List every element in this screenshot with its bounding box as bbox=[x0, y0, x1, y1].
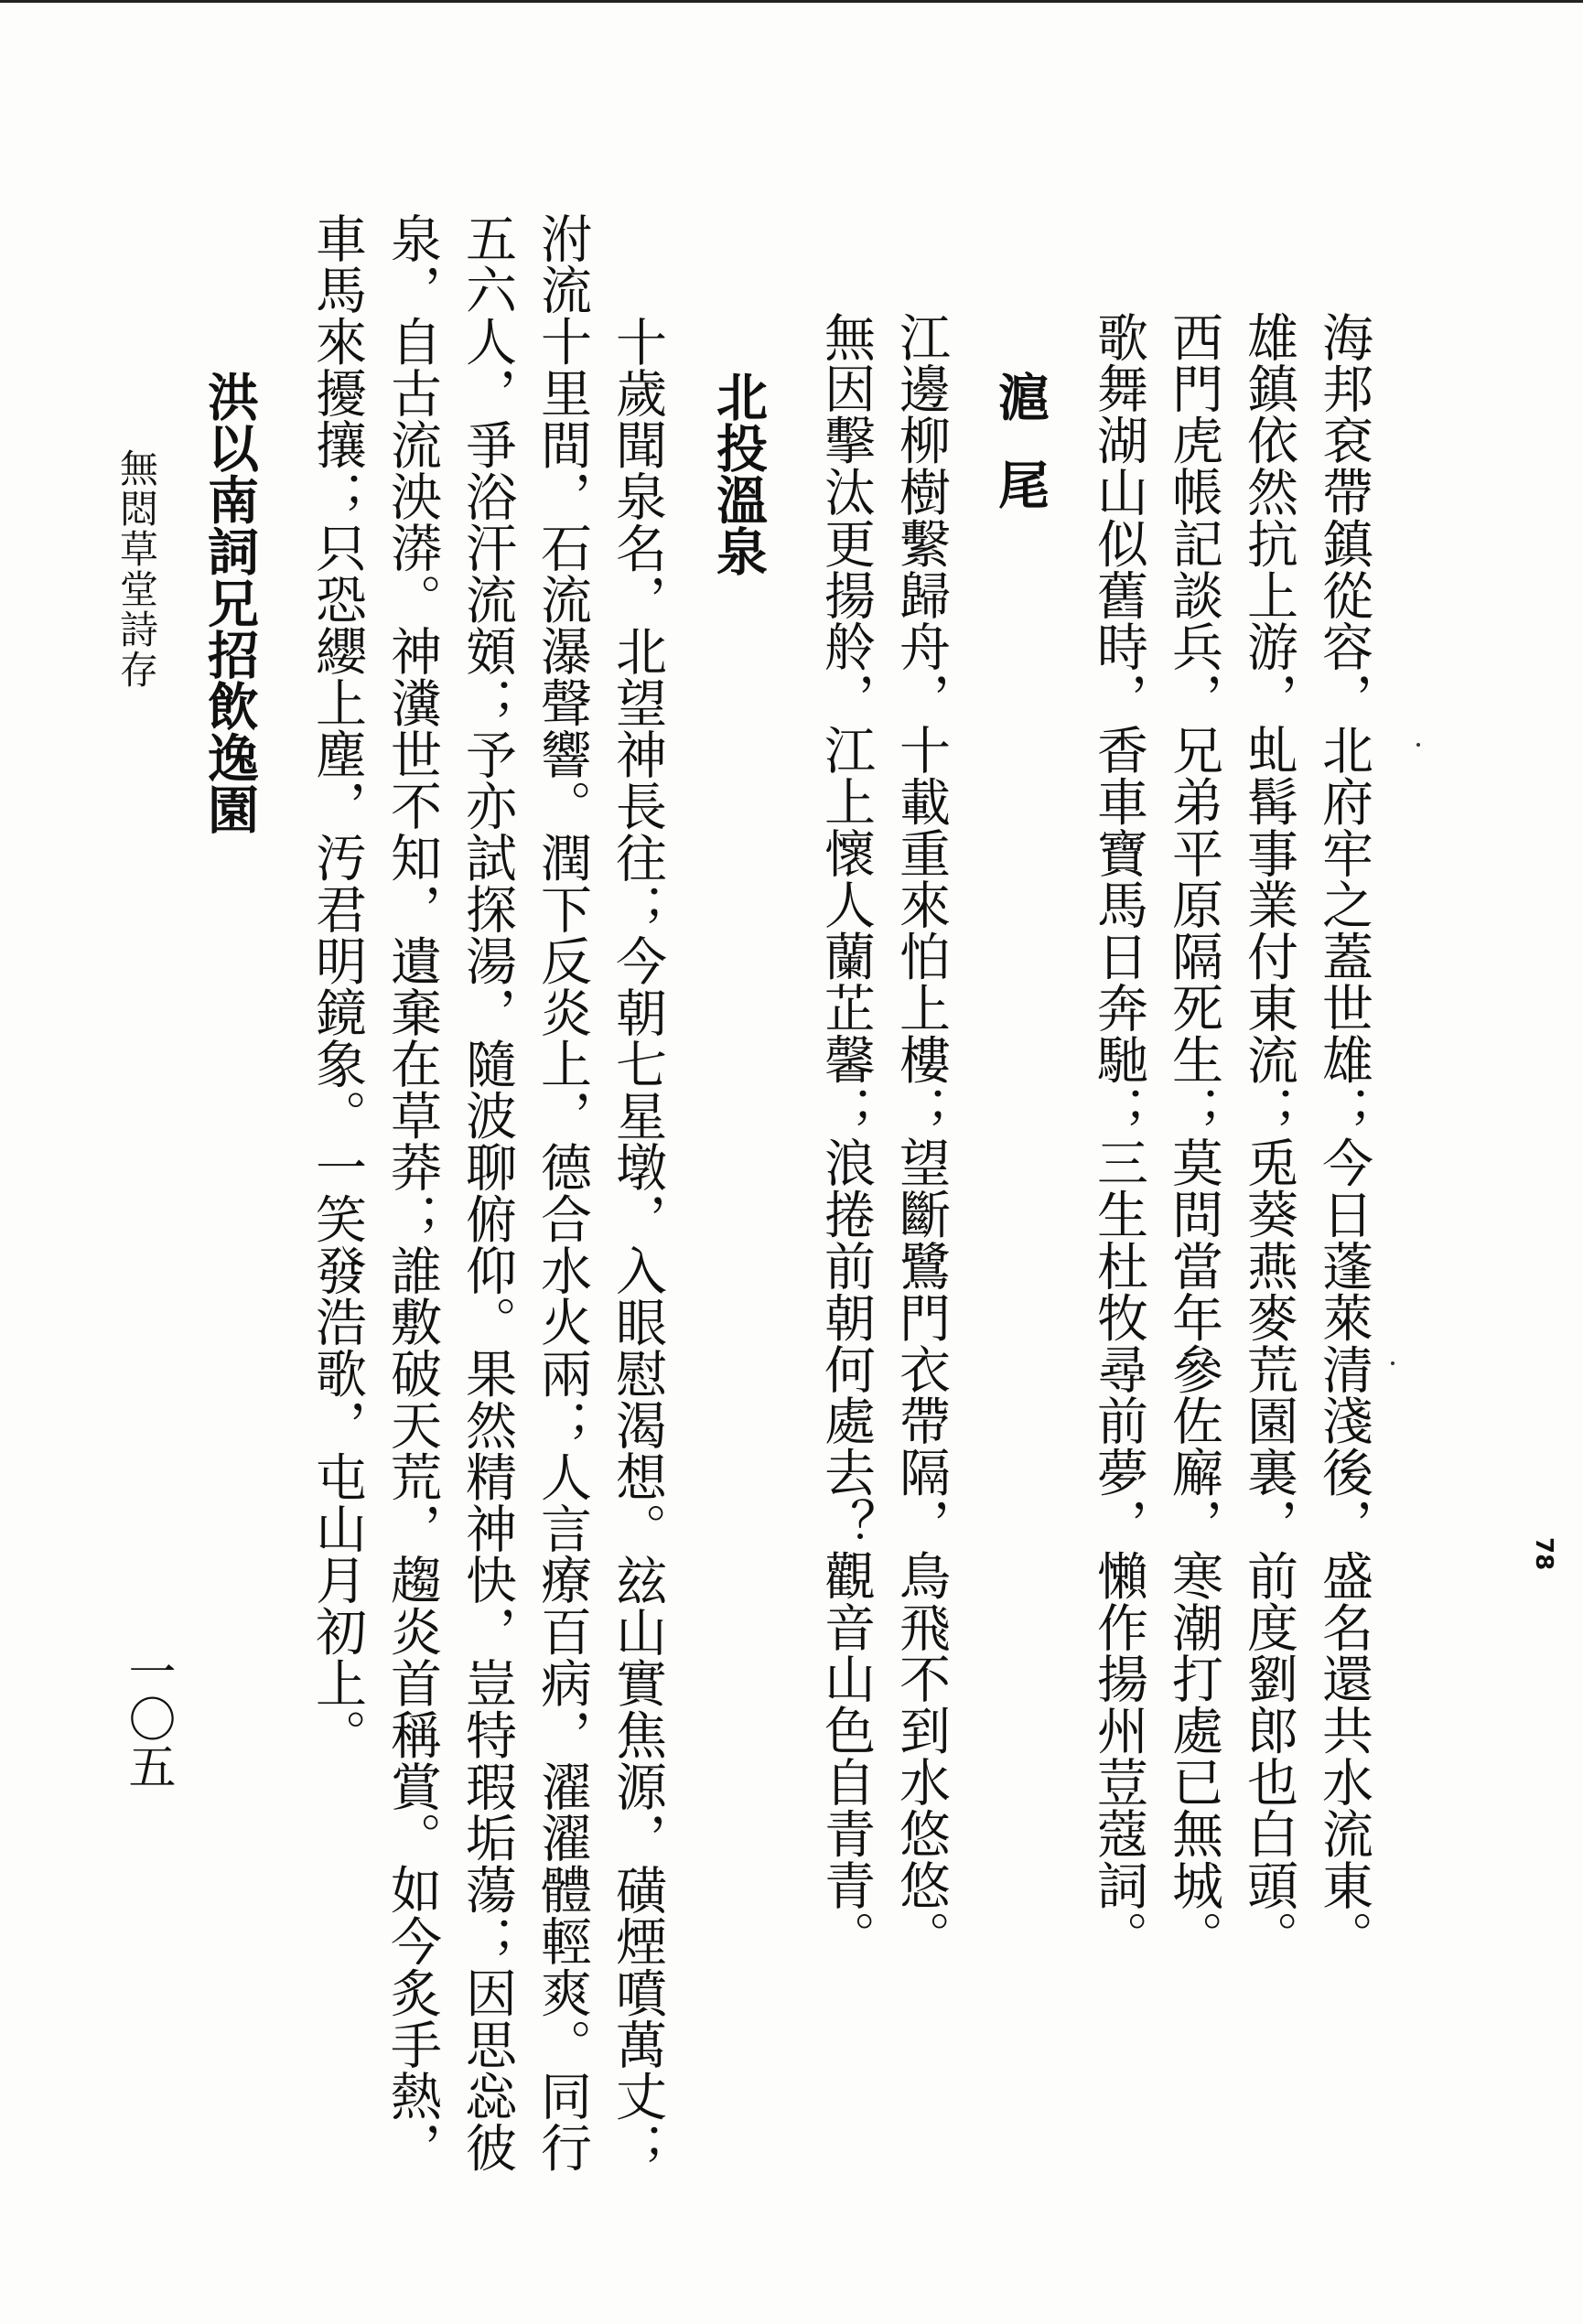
book-title: 無悶草堂詩存 bbox=[114, 448, 159, 690]
poem-line: 無因擊汰更揚舲，江上懷人蘭芷馨；浪捲前朝何處去？觀音山色自青青。 bbox=[816, 311, 876, 1963]
poem-title: 滬尾 bbox=[990, 371, 1050, 546]
poem-line: 車馬來擾攘；只恐纓上塵，汚君明鏡象。一笑發浩歌，屯山月初上。 bbox=[307, 212, 367, 1760]
poem-line: 泭流十里間，石流瀑聲響。潤下反炎上，德合水火兩；人言療百病，濯濯體輕爽。同行 bbox=[533, 212, 592, 2174]
poem-line: 歌舞湖山似舊時，香車寶馬日奔馳；三生杜牧尋前夢，懶作揚州荳蔻詞。 bbox=[1089, 311, 1148, 1963]
poem-line: 十歲聞泉名，北望神長往；今朝七星墩，入眼慰渴想。玆山實焦源，磺煙噴萬丈； bbox=[608, 316, 667, 2174]
top-border-line bbox=[0, 0, 1583, 3]
poem-line: 海邦袞帶鎮從容，北府牢之蓋世雄；今日蓬萊清淺後，盛名還共水流東。 bbox=[1314, 311, 1373, 1963]
poem-line: 泉，自古流泱漭。神瀵世不知，遺棄在草莽；誰敷破天荒，趨炎首稱賞。如今炙手熱， bbox=[382, 212, 442, 2174]
poem-line: 五六人，爭浴汗流頞；予亦試探湯，隨波聊俯仰。果然精神快，豈特瑕垢蕩；因思惢彼 bbox=[458, 212, 517, 2174]
poem-line: 西門虎帳記談兵，兄弟平原隔死生；莫問當年參佐廨，寒潮打處已無城。 bbox=[1164, 311, 1223, 1963]
scan-speck bbox=[1416, 743, 1420, 747]
poem-title: 洪以南詞兄招飲逸園 bbox=[199, 371, 259, 835]
page-number: 一〇五 bbox=[120, 1647, 175, 1790]
scan-speck bbox=[1391, 1361, 1395, 1365]
page-number-small: 78 bbox=[1530, 1537, 1557, 1571]
poem-line: 江邊柳樹繫歸舟，十載重來怕上樓；望斷鷺門衣帶隔，鳥飛不到水悠悠。 bbox=[891, 311, 951, 1963]
poem-title: 北投溫泉 bbox=[708, 371, 768, 577]
poem-line: 雄鎮依然抗上游，虬髯事業付東流；兎葵燕麥荒園裏，前度劉郎也白頭。 bbox=[1239, 311, 1298, 1963]
